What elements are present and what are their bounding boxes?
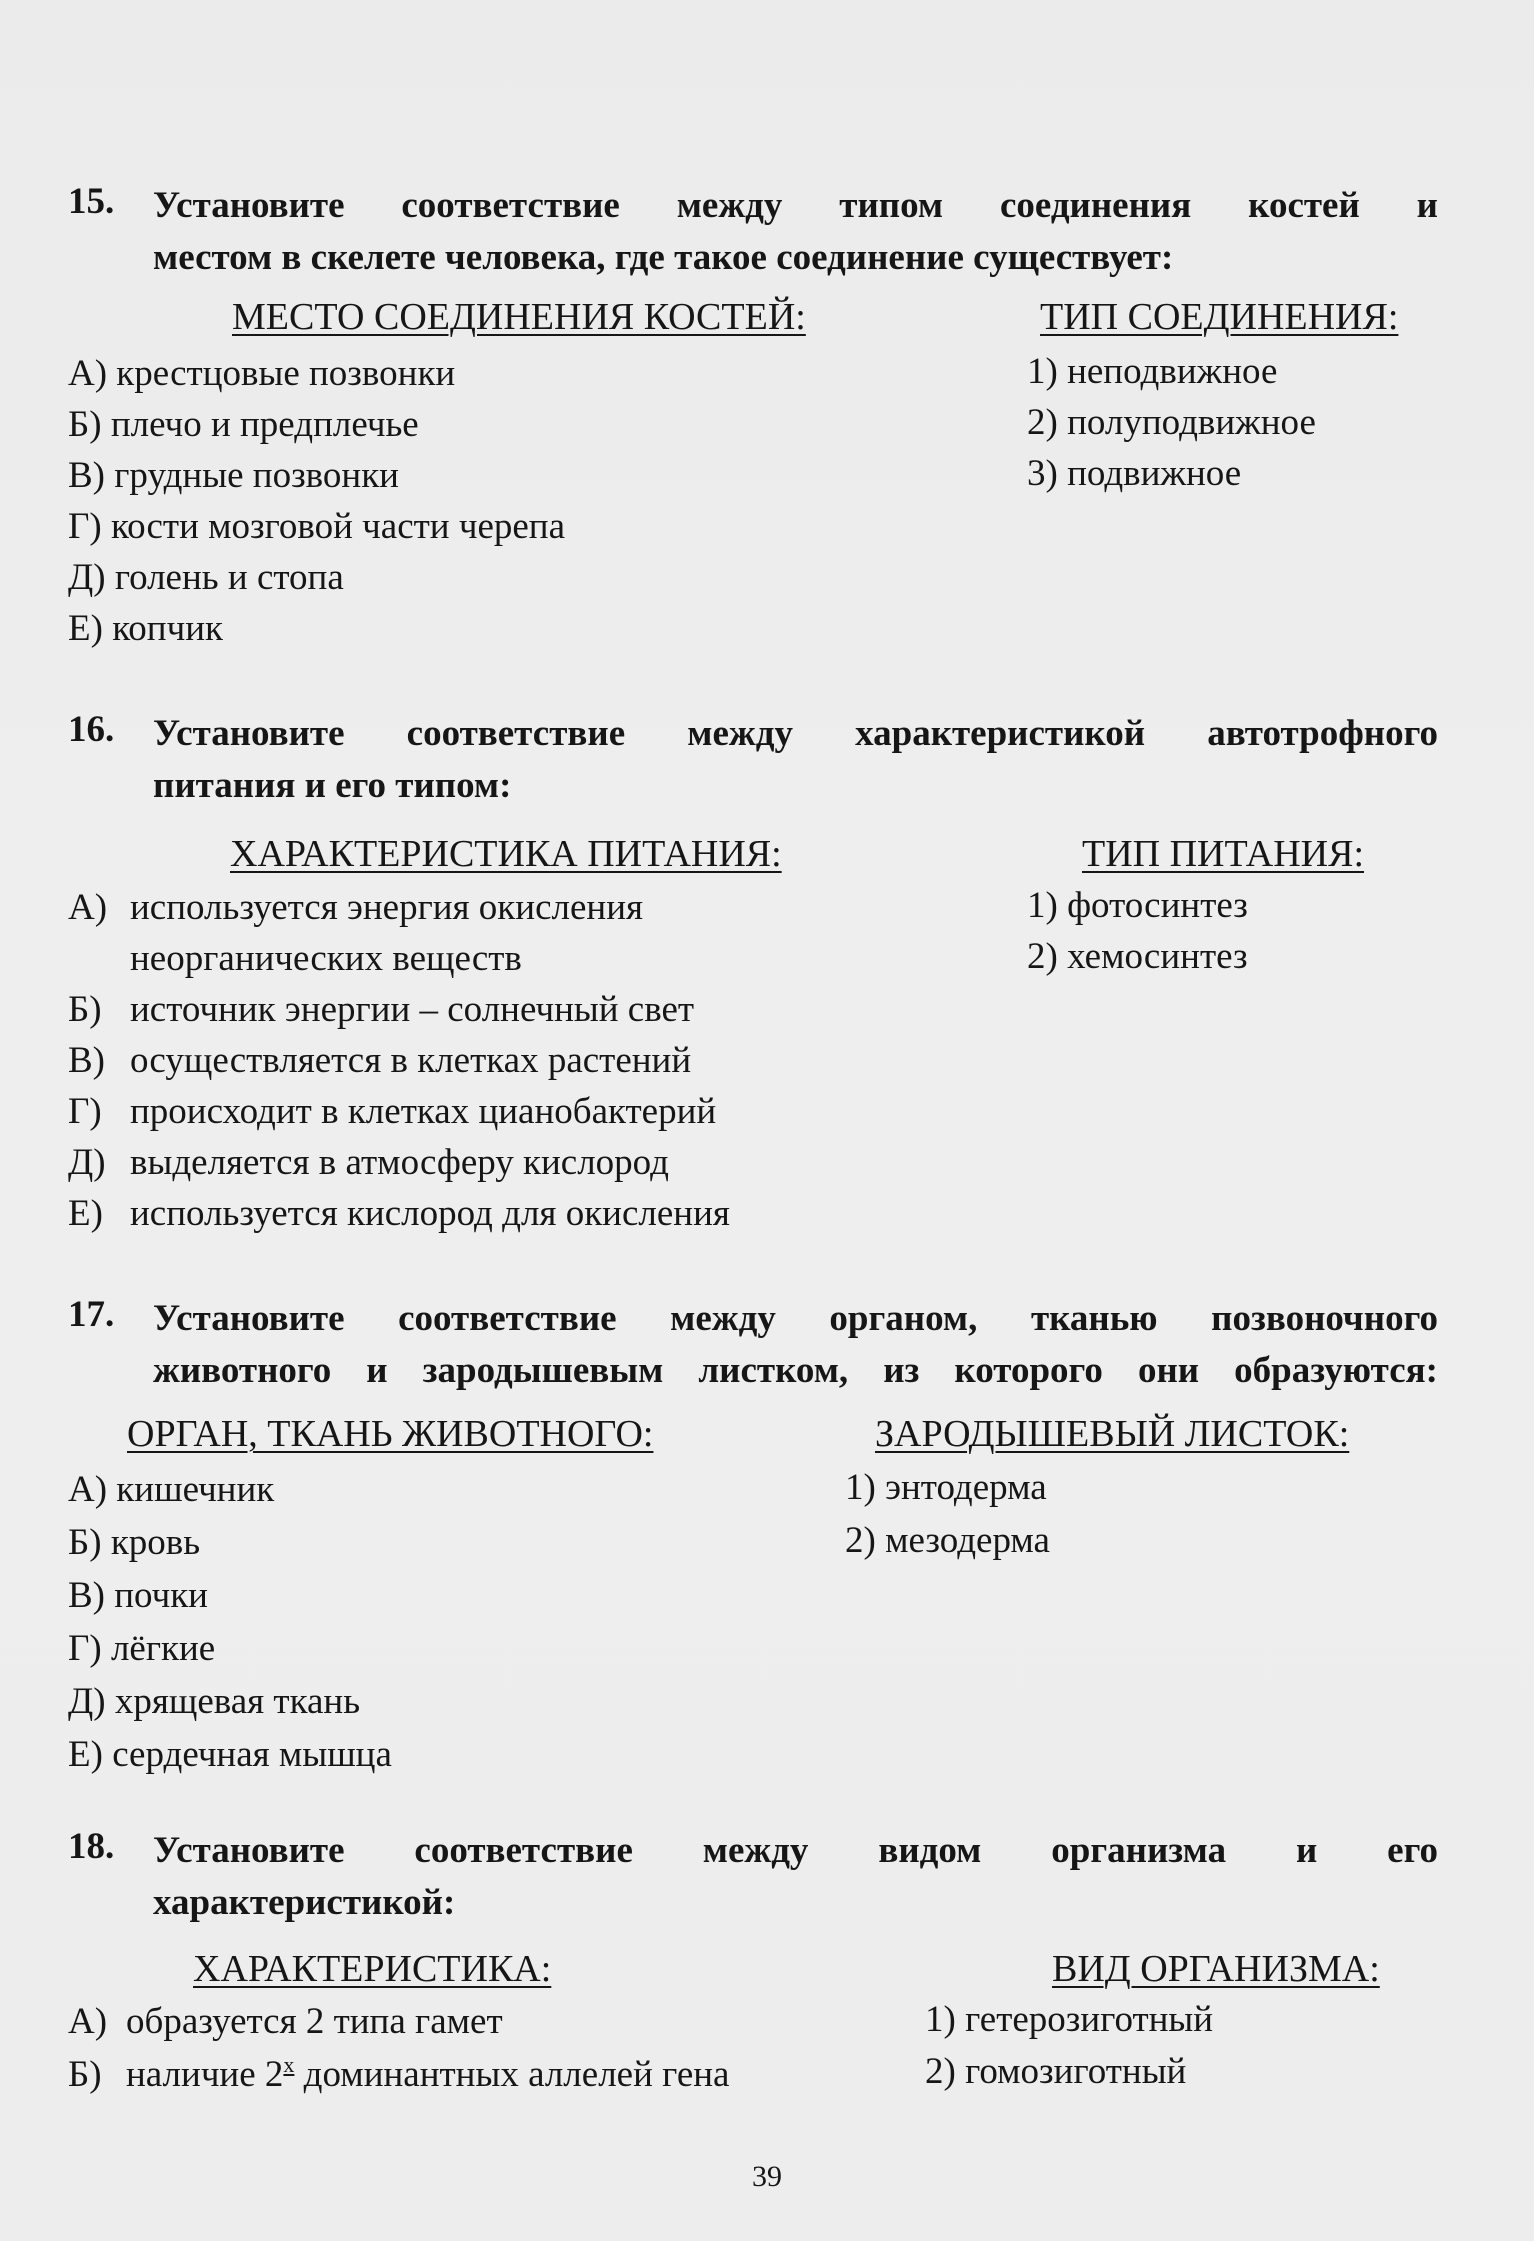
right-column-header: ТИП ПИТАНИЯ: <box>1082 833 1365 875</box>
item-text: плечо и предплечье <box>110 404 419 445</box>
item-text: неподвижное <box>1067 351 1278 392</box>
item-text: осуществляется в клетках растений <box>130 1040 692 1081</box>
answer-item-a <box>68 2000 503 2043</box>
item-text: мезодерма <box>885 1520 1050 1561</box>
answer-item-v <box>68 1574 208 1617</box>
item-text: хемосинтез <box>1067 936 1248 977</box>
answer-item-b <box>68 1521 200 1564</box>
item-label: А) <box>68 353 108 394</box>
answer-item-d <box>68 1141 669 1184</box>
answer-item-g <box>68 505 565 548</box>
item-text: подвижное <box>1067 453 1242 494</box>
option-item-1 <box>1027 350 1277 393</box>
item-label: Г) <box>68 1091 102 1132</box>
right-column-header: ВИД ОРГАНИЗМА: <box>1052 1948 1380 1990</box>
item-text: энтодерма <box>885 1467 1047 1508</box>
item-label: В) <box>68 1575 105 1616</box>
item-text: крестцовые позвонки <box>116 353 456 394</box>
item-text: кости мозговой части черепа <box>110 506 566 547</box>
left-column-header: ХАРАКТЕРИСТИКА: <box>193 1948 552 1990</box>
item-label: 1) <box>925 1999 956 2040</box>
item-text: хрящевая ткань <box>114 1681 361 1722</box>
question-text-line-1: Установите соответствие между типом соединения костей и <box>153 185 1438 226</box>
question-text-line-1: Установите соответствие между характеристикой автотрофного <box>153 713 1438 754</box>
item-label: 2) <box>1027 936 1058 977</box>
question-number: 17. <box>68 1294 115 1335</box>
left-column-header: МЕСТО СОЕДИНЕНИЯ КОСТЕЙ: <box>232 296 806 338</box>
answer-item-e <box>68 607 223 650</box>
item-text: гетерозиготный <box>965 1999 1214 2040</box>
item-text: происходит в клетках цианобактерий <box>130 1091 717 1132</box>
option-item-2 <box>845 1519 1050 1562</box>
item-text: полуподвижное <box>1067 402 1316 443</box>
question-text-line-2: местом в скелете человека, где такое соединение существует: <box>153 237 1174 278</box>
answer-item-g <box>68 1090 716 1133</box>
answer-item-g <box>68 1627 215 1670</box>
item-text: неорганических веществ <box>130 938 522 979</box>
question-text-line-2: характеристикой: <box>153 1882 456 1923</box>
item-label: Д) <box>68 1142 106 1183</box>
item-text: используется кислород для окисления <box>130 1193 730 1234</box>
item-label: Д) <box>68 557 106 598</box>
item-text-after: доминантных аллелей гена <box>294 2054 730 2095</box>
item-text: гомозиготный <box>965 2051 1187 2092</box>
item-text: используется энергия окисления <box>130 887 644 928</box>
item-text: выделяется в атмосферу кислород <box>130 1142 669 1183</box>
item-text: источник энергии – солнечный свет <box>130 989 695 1030</box>
answer-item-a <box>68 886 643 929</box>
question-text-line-2: питания и его типом: <box>153 765 512 806</box>
item-text: лёгкие <box>110 1628 216 1669</box>
item-label: 3) <box>1027 453 1058 494</box>
option-item-1 <box>1027 884 1248 927</box>
right-column-header: ЗАРОДЫШЕВЫЙ ЛИСТОК: <box>875 1413 1350 1455</box>
item-label: Г) <box>68 506 102 547</box>
option-item-2 <box>925 2050 1186 2093</box>
item-text: кровь <box>110 1522 201 1563</box>
item-text: сердечная мышца <box>112 1734 392 1775</box>
item-label: 2) <box>845 1520 876 1561</box>
item-label: Е) <box>68 1734 103 1775</box>
item-label: 1) <box>845 1467 876 1508</box>
item-label: А) <box>68 2001 108 2042</box>
item-text: кишечник <box>116 1469 275 1510</box>
question-number: 18. <box>68 1826 115 1867</box>
item-text: грудные позвонки <box>114 455 399 496</box>
option-item-2 <box>1027 935 1248 978</box>
answer-item-d <box>68 556 344 599</box>
option-item-3 <box>1027 452 1241 495</box>
answer-item-d <box>68 1680 360 1723</box>
answer-item-e <box>68 1733 392 1776</box>
question-number: 15. <box>68 181 115 222</box>
item-label: 2) <box>1027 402 1058 443</box>
item-label: В) <box>68 1040 105 1081</box>
option-item-1 <box>845 1466 1047 1509</box>
answer-item-a-continued <box>68 937 522 980</box>
answer-item-v <box>68 454 399 497</box>
item-text: голень и стопа <box>114 557 344 598</box>
item-text: копчик <box>112 608 223 649</box>
item-text: образуется 2 типа гамет <box>126 2001 503 2042</box>
right-column-header: ТИП СОЕДИНЕНИЯ: <box>1040 296 1399 338</box>
answer-item-b <box>68 988 694 1031</box>
item-text <box>126 2052 729 2096</box>
answer-item-a <box>68 352 455 395</box>
answer-item-v <box>68 1039 691 1082</box>
answer-item-b <box>68 403 419 446</box>
item-label: 1) <box>1027 885 1058 926</box>
item-label: А) <box>68 887 108 928</box>
item-label: 1) <box>1027 351 1058 392</box>
item-label: А) <box>68 1469 108 1510</box>
question-text-line-1: Установите соответствие между видом организма и его <box>153 1830 1438 1871</box>
exponent: х <box>283 2052 295 2077</box>
answer-item-a <box>68 1468 274 1511</box>
item-label: Д) <box>68 1681 106 1722</box>
item-text-before: наличие 2 <box>126 2054 284 2095</box>
answer-item-b <box>68 2052 729 2096</box>
left-column-header: ХАРАКТЕРИСТИКА ПИТАНИЯ: <box>230 833 782 875</box>
left-column-header: ОРГАН, ТКАНЬ ЖИВОТНОГО: <box>127 1413 654 1455</box>
item-label: Б) <box>68 1522 102 1563</box>
question-number: 16. <box>68 709 115 750</box>
item-label: Е) <box>68 1193 103 1234</box>
item-label: В) <box>68 455 105 496</box>
question-text-line-2: животного и зародышевым листком, из которого они образуются: <box>153 1350 1438 1391</box>
answer-item-e <box>68 1192 730 1235</box>
option-item-1 <box>925 1998 1213 2041</box>
item-label: Б) <box>68 404 102 445</box>
page-number: 39 <box>752 2160 782 2193</box>
item-label: Б) <box>68 2054 102 2095</box>
item-text: почки <box>114 1575 208 1616</box>
item-label: Е) <box>68 608 103 649</box>
item-label: Г) <box>68 1628 102 1669</box>
item-label: Б) <box>68 989 102 1030</box>
item-text: фотосинтез <box>1067 885 1248 926</box>
item-label: 2) <box>925 2051 956 2092</box>
question-text-line-1: Установите соответствие между органом, тканью позвоночного <box>153 1298 1438 1339</box>
option-item-2 <box>1027 401 1316 444</box>
